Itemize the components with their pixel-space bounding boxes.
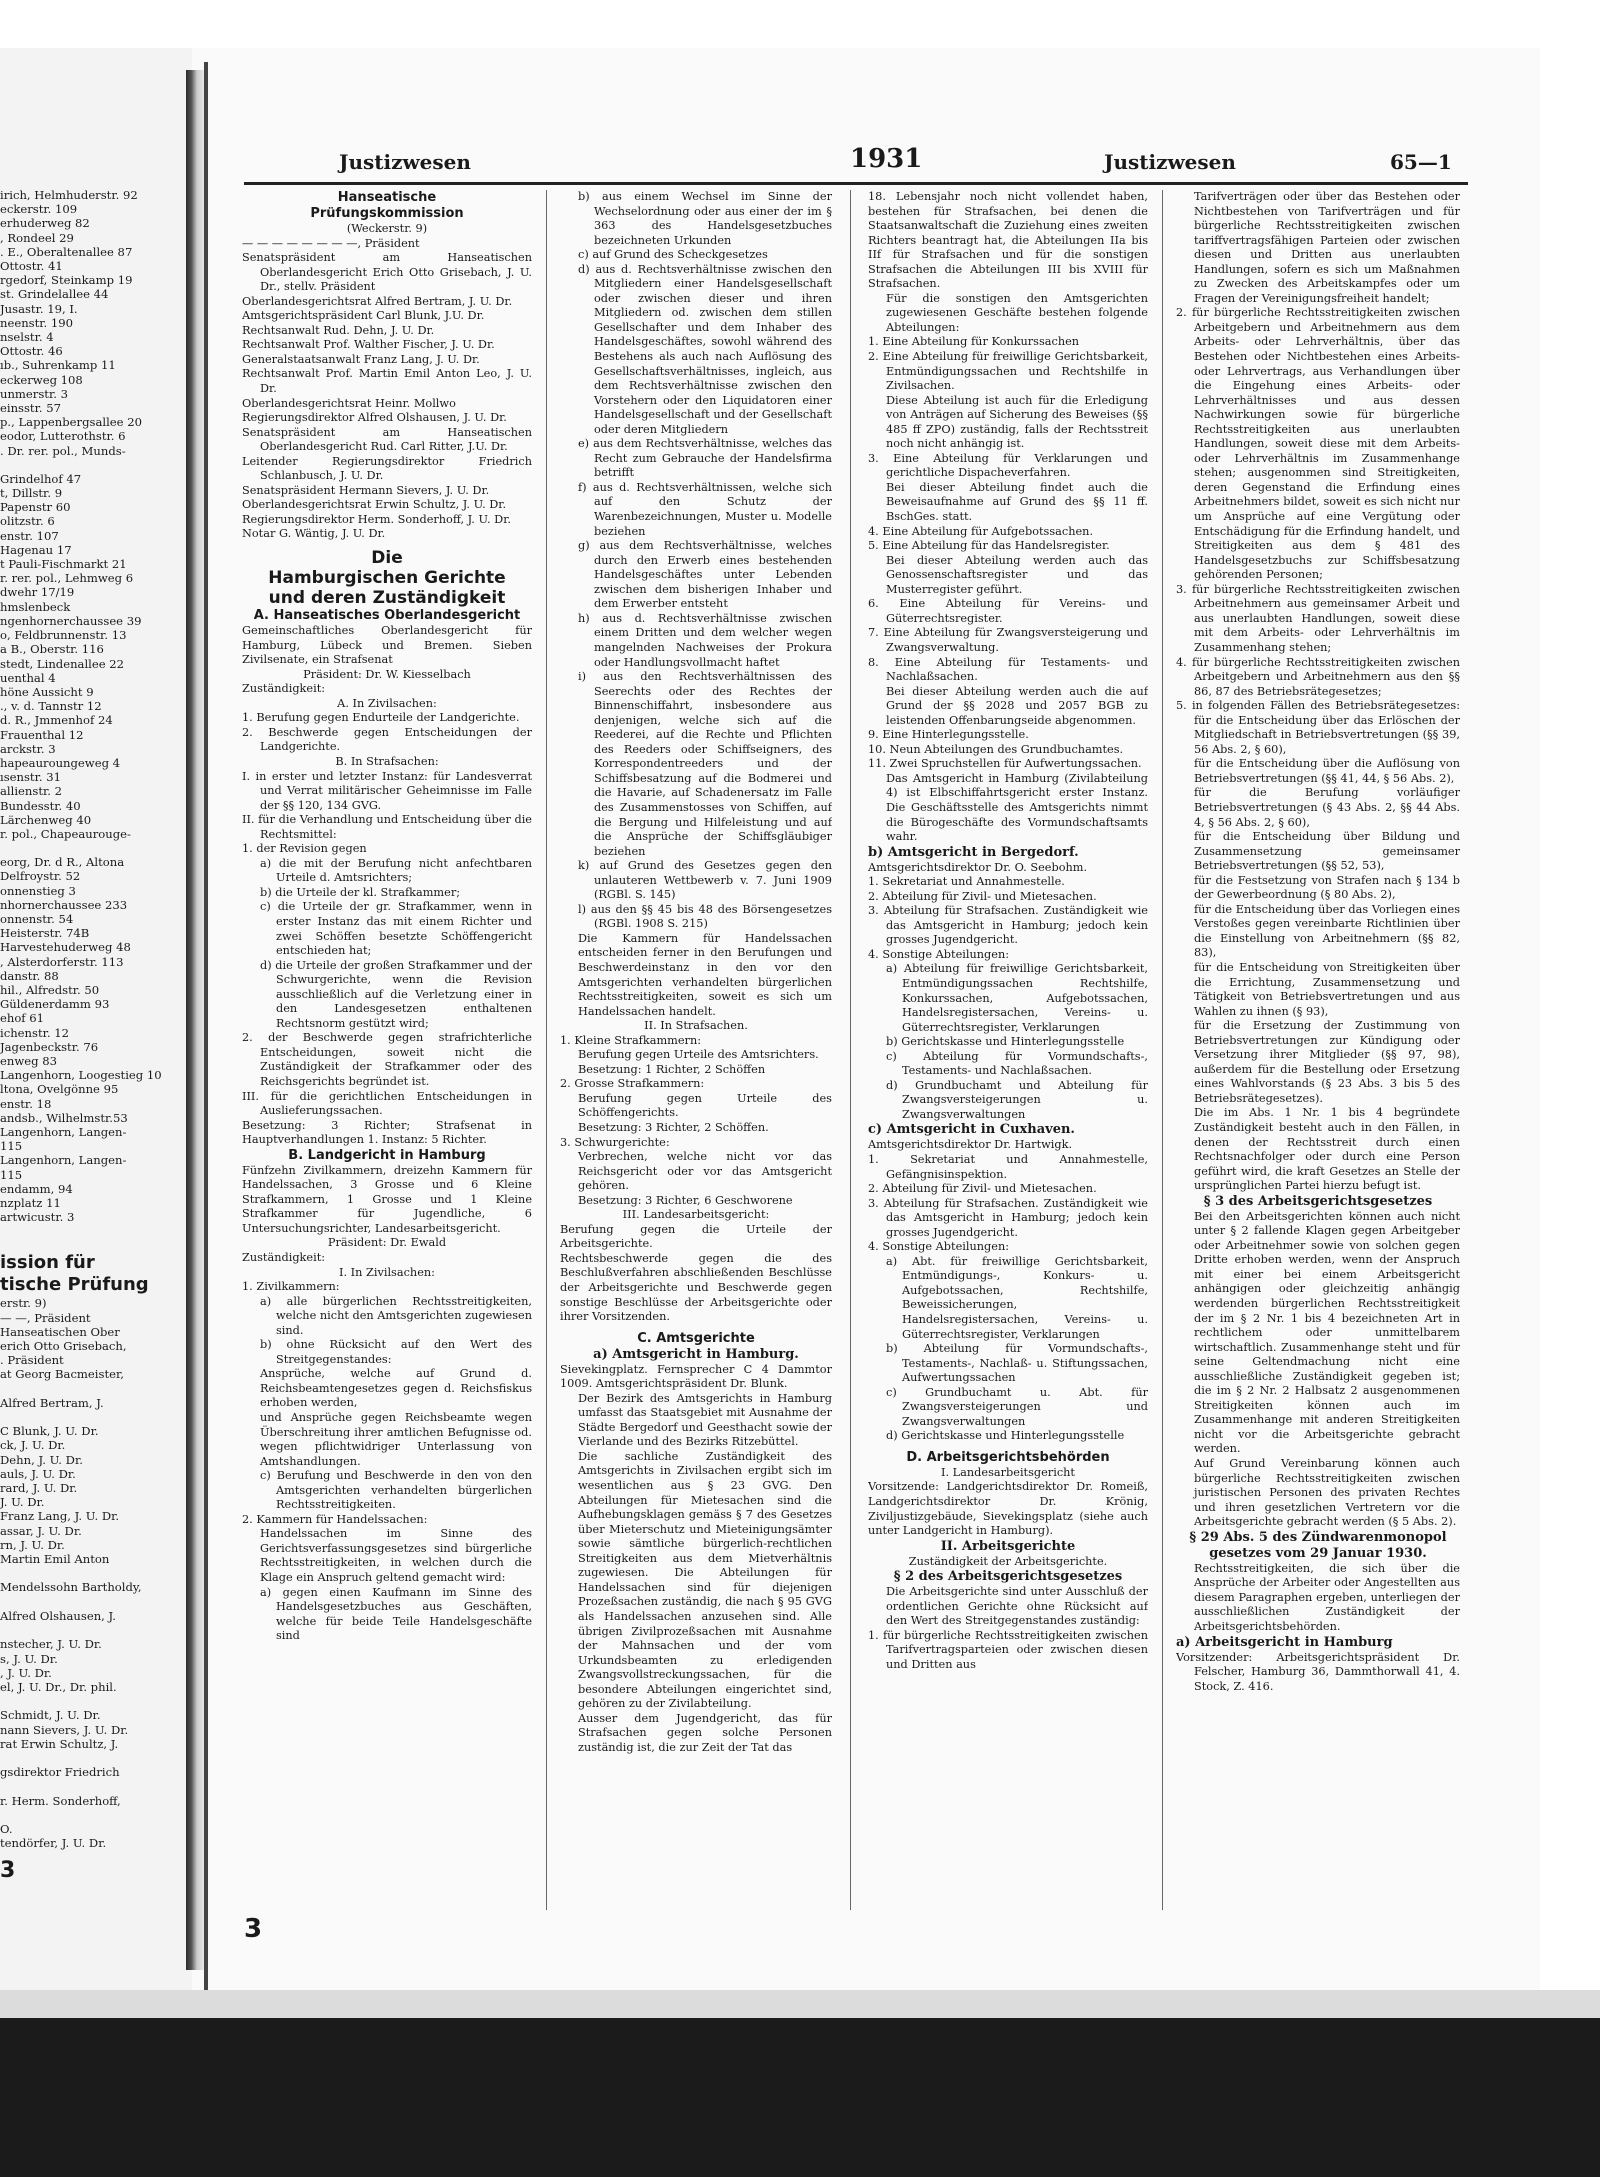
fragment-line: neenstr. 190: [0, 315, 74, 330]
list-item: 3. Eine Abteilung für Verklarungen und gerichtliche Dispacheverfahren.: [868, 451, 1148, 480]
fragment-line: [0, 1623, 186, 1637]
fragment-line: rn, J. U. Dr.: [0, 1537, 65, 1552]
fragment-line: [0, 1382, 186, 1396]
paragraph: Gemeinschaftliches Oberlandesgericht für Hamburg, Lübeck und Bremen. Sieben Zivilsenate, ein Strafsenat: [242, 624, 532, 667]
list-item: Notar G. Wäntig, J. U. Dr.: [242, 527, 386, 541]
fragment-line: Grindelhof 47: [0, 471, 82, 486]
fragment-line: o, Feldbrunnenstr. 13: [0, 628, 127, 643]
paragraph: III. Landesarbeitsgericht:: [622, 1208, 770, 1222]
document-page: [204, 62, 1540, 1990]
list-item: 2. für bürgerliche Rechtsstreitigkeiten zwischen Arbeitgebern und Arbeitnehmern aus dem Arbeits- oder Lehrverhältnis, über das Bestehen oder Nichtbestehen eines Arbeits- oder Lehrvertrags, aus Verhandlungen über die Eingehung eines Arbeits- oder Lehrverhältnisses und aus dessen Nachwirkungen sowie für bürgerliche Rechtsstreitigkeiten aus unerlaubten Handlungen, soweit diese mit dem Arbeits- oder Lehrverhältnis im Zusammenhange stehen; ausgenommen sind Streitigkeiten, deren Gegenstand die Erfindung eines Arbeitnehmers bildet, soweit es sich nicht nur um Ansprüche auf eine Vergütung oder Entschädigung für die Erfindung handelt, und Streitigkeiten aus dem § 481 des Handelsgesetzbuchs zur Schiffsbesatzung gehörenden Personen;: [1176, 306, 1460, 582]
paragraph: Der Bezirk des Amtsgerichts in Hamburg umfasst das Staatsgebiet mit Ausnahme der Städte Bergedorf und Geesthacht sowie der Vierlande und des Bezirks Ritzebüttel.: [578, 1391, 832, 1449]
list-item: 4. für bürgerliche Rechtsstreitigkeiten zwischen Arbeitgebern und Arbeitnehmern aus den §§ 86, 87 des Betriebsrätegesetzes;: [1176, 655, 1460, 698]
list-item: 5. in folgenden Fällen des Betriebsrätegesetzes: für die Entscheidung über das Erlöschen der Mitgliedschaft in Betriebsvertretungen (§§ 39, 56 Abs. 2, § 60),: [1176, 699, 1460, 756]
paragraph: Zuständigkeit der Arbeitsgerichte.: [908, 1554, 1108, 1568]
list: [560, 1034, 832, 1209]
fragment-line: d. R., Jmmenhof 24: [0, 713, 113, 728]
header-rule: [244, 182, 1468, 185]
section-heading: Die: [371, 548, 403, 569]
fragment-line: erhuderweg 82: [0, 216, 90, 231]
fragment-line: r. pol., Chapeaurouge-: [0, 826, 131, 841]
list-item: k) auf Grund des Gesetzes gegen den unlauteren Wettbewerb v. 7. Juni 1909 (RGBl. S. 145): [578, 859, 832, 902]
fragment-line: höne Aussicht 9: [0, 684, 94, 699]
list: [242, 711, 532, 755]
paragraph: Amtsgerichtsdirektor Dr. Hartwigk.: [868, 1138, 1073, 1152]
paragraph: Präsident: Dr. Ewald: [327, 1236, 447, 1250]
fragment-line: olitzstr. 6: [0, 514, 55, 529]
fragment-line: [0, 1595, 186, 1609]
list-item: II. für die Verhandlung und Entscheidung über die Rechtsmittel:: [242, 813, 532, 841]
list-item: a) Abt. für freiwillige Gerichtsbarkeit, Entmündigungs-, Konkurs- u. Aufgebotssachen, Rechtshilfe, Beweissicherungen, Handelsregistersachen, Vereins- u. Güterrechtsregister, Verklarungen: [886, 1254, 1148, 1341]
fragment-line: Langenhorn, Langen-: [0, 1153, 127, 1168]
list-item: a) alle bürgerlichen Rechtsstreitigkeiten, welche nicht den Amtsgerichten zugewiesen sind.: [260, 1294, 532, 1337]
fragment-line: Jusastr. 19, I.: [0, 301, 78, 316]
fragment-line: hil., Alfredstr. 50: [0, 982, 100, 997]
subsection-heading: B. Landgericht in Hamburg: [288, 1147, 486, 1163]
list-item: i) aus den Rechtsverhältnissen des Seerechts oder des Rechtes der Binnenschiffahrt, insbesondere aus denjenigen, welche sich auf die Reederei, auf die Rechte und Pflichten des Reeders oder Schiffseigners, des Korrespondentreeders und der Schiffsbesatzung auf die Bodmerei und die Havarie, auf Schadenersatz im Falle des Zusammenstosses von Schiffen, auf die Bergung und Hilfeleistung und auf die Ansprüche der Schiffsgläubiger beziehen: [578, 670, 832, 858]
subsection-heading: a) Arbeitsgericht in Hamburg: [1176, 1634, 1393, 1650]
fragment-line: danstr. 88: [0, 968, 59, 983]
subsection-heading: C. Amtsgerichte: [637, 1330, 755, 1346]
paragraph: Zuständigkeit:: [242, 682, 326, 696]
fragment-line: Bundesstr. 40: [0, 798, 81, 813]
fragment-line: Lärchenweg 40: [0, 812, 92, 827]
column-3: [868, 190, 1148, 1950]
list-item: d) Gerichtskasse und Hinterlegungsstelle: [886, 1429, 1125, 1443]
list-item: b) ohne Rücksicht auf den Wert des Streitgegenstandes:: [260, 1338, 532, 1366]
fragment-line: enweg 83: [0, 1053, 57, 1068]
fragment-line: hapeauroungeweg 4: [0, 755, 121, 770]
member-list: [242, 237, 532, 542]
fragment-line: s, J. U. Dr.: [0, 1651, 58, 1666]
paragraph: Zuständigkeit:: [242, 1251, 326, 1264]
fragment-line: st. Grindelallee 44: [0, 287, 109, 302]
fragment-line: einsstr. 57: [0, 401, 61, 416]
paragraph: Die Kammern für Handelssachen entscheiden ferner in den Berufungen und Beschwerdeinstanz in den vor den Amtsgerichten verhandelten bürgerlichen Rechtsstreitigkeiten, soweit es sich um Handelssachen handelt.: [578, 931, 832, 1018]
list-item: e) aus dem Rechtsverhältnisse, welches das Recht zum Gebrauche der Handelsfirma betrifft: [578, 437, 832, 480]
paragraph: Vorsitzender: Arbeitsgerichtspräsident Dr. Felscher, Hamburg 36, Dammthorwall 41, 4. Stock, Z. 416.: [1176, 1650, 1460, 1693]
list-item: Bei dieser Abteilung findet auch die Beweisaufnahme auf Grund des §§ 11 ff. BschGes. statt.: [886, 480, 1148, 524]
list-item: g) aus dem Rechtsverhältnisse, welches durch den Erwerb eines bestehenden Handelsgeschäftes unter Lebenden zwischen dem bisherigen Inhaber und dem Erwerber entsteht: [578, 539, 832, 611]
list-item: 1. Zivilkammern:: [242, 1280, 340, 1294]
list-item: Leitender Regierungsdirektor Friedrich Schlanbusch, J. U. Dr.: [242, 454, 532, 483]
fragment-line: 115: [0, 1167, 23, 1182]
list-item: c) die Urteile der gr. Strafkammer, wenn in erster Instanz das mit einem Richter und zwei Schöffen besetzte Schöffengericht entschieden hat;: [260, 900, 532, 958]
subsection-heading: § 3 des Arbeitsgerichtsgesetzes: [1203, 1193, 1433, 1209]
fragment-line: erstr. 9): [0, 1296, 47, 1311]
fragment-line: a B., Oberstr. 116: [0, 642, 104, 657]
fragment-line: t Pauli-Fischmarkt 21: [0, 557, 127, 572]
list-item: für die Entscheidung über das Vorliegen eines Verstoßes gegen vereinbarte Richtlinien über die Einstellung von Arbeitnehmern (§§ 82, 83),: [1194, 902, 1460, 960]
fragment-line: eodor, Lutterothstr. 6: [0, 429, 126, 444]
fragment-line: C Blunk, J. U. Dr.: [0, 1424, 99, 1439]
fragment-line: Güldenerdamm 93: [0, 997, 110, 1012]
fragment-line: Schmidt, J. U. Dr.: [0, 1708, 101, 1723]
list-item: Berufung gegen Urteile des Amtsrichters.: [578, 1048, 819, 1062]
fragment-line: nstecher, J. U. Dr.: [0, 1637, 102, 1652]
fragment-line: Frauenthal 12: [0, 727, 84, 742]
list-item: d) die Urteile der großen Strafkammer und der Schwurgerichte, wenn die Revision ausschließlich auf die Verletzung einer in den Landesgesetzen enthaltenen Rechtsnorm gestützt wird;: [260, 958, 532, 1030]
fragment-line: ngenhornerchaussee 39: [0, 613, 142, 628]
fragment-line: Dehn, J. U. Dr.: [0, 1452, 83, 1467]
fragment-line: el, J. U. Dr., Dr. phil.: [0, 1679, 117, 1694]
fragment-line: J. U. Dr.: [0, 1495, 45, 1510]
paragraph: Die sachliche Zuständigkeit des Amtsgerichts in Zivilsachen ergibt sich im wesentlichen aus § 23 GVG. Den Abteilungen für Mietesachen sind die Aufhebungsklagen gemäss § 7 des Gesetzes über Mieterschutz und Mieteinigungsämter sowie sämtliche bürgerlich-rechtlichen Streitigkeiten aus dem Mietverhältnis zugewiesen. Die Abteilungen für Handelssachen sind für diejenigen Prozeßsachen zuständig, die nach § 95 GVG als Handelssachen anzusehen sind. Alle übrigen Zivilprozeßsachen mit Ausnahme der Mahnsachen und der vom Urkundsbeamten zu erledigenden Zwangsvollstreckungssachen, für die besondere Abteilungen eingerichtet sind, gehören zu der Zivilabteilung.: [578, 1449, 832, 1711]
scan-bottom-strip: [0, 1990, 1600, 2018]
list-item: c) Grundbuchamt u. Abt. für Zwangsversteigerungen und Zwangsverwaltungen: [886, 1385, 1148, 1428]
fragment-line: allienstr. 2: [0, 784, 62, 799]
fragment-line: irich, Helmhuderstr. 92: [0, 188, 138, 202]
fragment-line: Papenstr 60: [0, 500, 71, 515]
paragraph: 1. für bürgerliche Rechtsstreitigkeiten zwischen Tarifvertragsparteien oder zwischen diesen und Dritten aus: [868, 1628, 1148, 1671]
paragraph: I. Landesarbeitsgericht: [941, 1465, 1075, 1479]
subsection-heading: c) Amtsgericht in Cuxhaven.: [868, 1122, 1075, 1138]
list-item: 2. Abteilung für Zivil- und Mietesachen.: [868, 889, 1097, 903]
list-item: a) gegen einen Kaufmann im Sinne des Handelsgesetzbuches aus Geschäften, welche für beide Teile Handelsgeschäfte sind: [260, 1585, 532, 1643]
fragment-line: ıb., Suhrenkamp 11: [0, 358, 116, 373]
list: [868, 875, 1148, 1122]
fragment-line: enstr. 18: [0, 1096, 52, 1111]
fragment-line: eckerweg 108: [0, 372, 83, 387]
column-rule: [1162, 190, 1163, 1910]
list-item: — — — — — — — —, Präsident: [242, 236, 420, 250]
header-right-title: Justizwesen: [1104, 150, 1236, 174]
section-heading: Hamburgischen Gerichte: [268, 568, 506, 589]
list-item: 9. Eine Hinterlegungsstelle.: [868, 728, 1029, 742]
column-rule: [546, 190, 547, 1910]
scan-right-margin: [1540, 48, 1600, 1990]
scan-bottom-border: [0, 2018, 1600, 2177]
list-item: b) Abteilung für Vormundschafts-, Testaments-, Nachlaß- u. Stiftungssachen, Aufwertungssachen: [886, 1342, 1148, 1385]
address: (Weckerstr. 9): [346, 222, 428, 235]
list-item: Regierungsdirektor Alfred Olshausen, J. U. Dr.: [242, 411, 507, 425]
paragraph: Besetzung: 3 Richter; Strafsenat in Hauptverhandlungen 1. Instanz: 5 Richter.: [242, 1118, 532, 1147]
list-item: 3. Schwurgerichte:: [560, 1135, 670, 1149]
fragment-line: Langenhorn, Langen-: [0, 1125, 127, 1139]
list-item: b) Gerichtskasse und Hinterlegungsstelle: [886, 1035, 1125, 1049]
list-item: Rechtsanwalt Rud. Dehn, J. U. Dr.: [242, 323, 435, 337]
fragment-line: ehof 61: [0, 1011, 45, 1026]
fragment-heading: ission für: [0, 1252, 95, 1274]
list-item: Besetzung: 3 Richter, 6 Geschworene: [578, 1193, 793, 1207]
list-item: Senatspräsident am Hanseatischen Oberlandesgericht Erich Otto Grisebach, J. U. Dr., stellv. Präsident: [242, 251, 532, 294]
fragment-line: ltona, Ovelgönne 95: [0, 1082, 119, 1097]
fragment-line: unmerstr. 3: [0, 386, 68, 401]
list-item: Rechtsanwalt Prof. Martin Emil Anton Leo, J. U. Dr.: [242, 367, 532, 396]
paragraph: I. In Zivilsachen:: [339, 1265, 435, 1279]
list-item: für die Entscheidung über die Auflösung von Betriebsvertretungen (§§ 41, 44, § 56 Abs. 2),: [1194, 757, 1460, 785]
list-item: Generalstaatsanwalt Franz Lang, J. U. Dr.: [242, 352, 480, 366]
list-item: für die Entscheidung über Bildung und Zusammensetzung gemeinsamer Betriebsvertretungen (§§ 52, 53),: [1194, 830, 1460, 873]
column-4: [1176, 190, 1460, 1950]
fragment-line: Mendelssohn Bartholdy,: [0, 1580, 142, 1595]
fragment-line: [0, 1779, 186, 1793]
fragment-line: Langenhorn, Loogestieg 10: [0, 1068, 162, 1083]
book-gutter: [186, 70, 204, 1970]
paragraph: II. In Strafsachen.: [644, 1019, 748, 1033]
list-item: 2. Abteilung für Zivil- und Mietesachen.: [868, 1182, 1097, 1196]
list-item: d) aus d. Rechtsverhältnisse zwischen den Mitgliedern einer Handelsgesellschaft oder zwischen dieser und ihren Mitgliedern od. zwischen dem stillen Gesellschafter und dem Inhaber des Handelsgeschäftes, sowohl während des Bestehens als auch nach Auflösung des Gesellschaftsverhältnisses, ingleich, aus dem Rechtsverhältnisse zwischen den Vorstehern oder den Liquidatoren einer Handelsgesellschaft und der Gesellschaft oder deren Mitgliedern: [578, 262, 832, 436]
fragment-line: dwehr 17/19: [0, 585, 75, 600]
fragment-line: Harvestehuderweg 48: [0, 940, 131, 955]
list-item: c) Berufung und Beschwerde in den von den Amtsgerichten verhandelten bürgerlichen Rechtsstreitigkeiten.: [260, 1469, 532, 1512]
list-item: 4. Sonstige Abteilungen:: [868, 947, 1010, 961]
list-item: für die Ersetzung der Zustimmung von Betriebsvertretungen zur Kündigung oder Versetzung ihrer Mitglieder (§§ 97, 98), außerdem für die Bestellung oder Ersetzung eines Wahlvorstands (§ 23 Abs. 3 bis 5 des Betriebsrätegesetzes).: [1194, 1019, 1460, 1105]
fragment-line: , Alsterdorferstr. 113: [0, 954, 124, 969]
fragment-line: eorg, Dr. d R., Altona: [0, 855, 125, 870]
fragment-line: at Georg Bacmeister,: [0, 1367, 124, 1382]
list: [560, 190, 832, 932]
paragraph: Die im Abs. 1 Nr. 1 bis 4 begründete Zuständigkeit besteht auch in den Fällen, in denen der Rechtsstreit durch einen Rechtsnachfolger oder durch eine Person geführt wird, die kraft Gesetzes an Stelle der ursprünglichen Partei hierzu befugt ist.: [1194, 1106, 1460, 1193]
fragment-line: . E., Oberaltenallee 87: [0, 244, 133, 259]
fragment-line: rgedorf, Steinkamp 19: [0, 273, 133, 288]
list-item: III. für die gerichtlichen Entscheidungen in Auslieferungssachen.: [242, 1089, 532, 1118]
header-page-number: 65—1: [1390, 150, 1452, 174]
fragment-line: Hagenau 17: [0, 542, 72, 557]
previous-page-column: [0, 188, 186, 1884]
list: [868, 335, 1148, 844]
list-item: 3. Abteilung für Strafsachen. Zuständigkeit wie das Amtsgericht in Hamburg; jedoch kein grosses Jugendgericht.: [868, 1196, 1148, 1239]
header-year: 1931: [850, 144, 923, 174]
fragment-line: arckstr. 3: [0, 741, 56, 756]
fragment-line: Franz Lang, J. U. Dr.: [0, 1509, 120, 1524]
list-item: 10. Neun Abteilungen des Grundbuchamtes.: [868, 742, 1124, 756]
list: [242, 1280, 532, 1644]
paragraph: Auf Grund Vereinbarung können auch bürgerliche Rechtsstreitigkeiten zwischen juristischen Personen des privaten Rechtes und ihren gesetzlichen Vertretern vor die Arbeitsgerichte gebracht werden (§ 5 Abs. 2).: [1194, 1457, 1460, 1529]
paragraph: Bei den Arbeitsgerichten können auch nicht unter § 2 fallende Klagen gegen Arbeitgeber oder Arbeitnehmer sowie von solchen gegen Dritte erhoben werden, wenn der Anspruch mit einer bei einem Arbeitsgericht anhängigen oder gleichzeitig anhängig werdenden bürgerlichen Rechtsstreitigkeit der im § 2 Nr. 1 bis 4 bezeichneten Art in rechtlichem oder unmittelbarem wirtschaftlich. Zusammenhange steht und für seine Geltendmachung nicht eine ausschließliche Zuständigkeit gegeben ist; die im § 2 Nr. 2 Halbsatz 2 ausgenommenen Streitigkeiten können auch im Zusammenhange mit anderen Streitigkeiten nicht vor die Arbeitsgerichte gebracht werden.: [1194, 1209, 1460, 1456]
list-item: Oberlandesgerichtsrat Erwin Schultz, J. U. Dr.: [242, 498, 507, 512]
list: [1176, 306, 1460, 1106]
scan-top-margin: [0, 0, 1600, 48]
fragment-line: , J. U. Dr.: [0, 1665, 52, 1680]
list-item: l) aus den §§ 45 bis 48 des Börsengesetzes (RGBl. 1908 S. 215): [578, 902, 832, 931]
fragment-line: erich Otto Grisebach,: [0, 1339, 127, 1354]
list-item: 5. Eine Abteilung für das Handelsregister.: [868, 539, 1110, 553]
fragment-line: [0, 1694, 186, 1708]
fragment-line: Hanseatischen Ober: [0, 1324, 120, 1339]
paragraph: 18. Lebensjahr noch nicht vollendet haben, bestehen für Strafsachen, bei denen die Staatsanwaltschaft die Zuziehung eines zweiten Richters beantragt hat, die Abteilungen IIa bis IIf für Strafsachen und für die sonstigen Strafsachen die Abteilungen III bis XVIII für Strafsachen.: [868, 190, 1148, 291]
list-item: b) die Urteile der kl. Strafkammer;: [260, 885, 461, 899]
fragment-line: ichenstr. 12: [0, 1025, 69, 1040]
list-item: 2. Kammern für Handelssachen:: [242, 1512, 428, 1526]
fragment-line: [0, 1808, 186, 1822]
list-item: Besetzung: 1 Richter, 2 Schöffen: [578, 1062, 766, 1076]
fragment-line: Ottostr. 41: [0, 259, 63, 274]
list: [242, 770, 532, 1119]
fragment-line: artwicustr. 3: [0, 1210, 75, 1225]
fragment-line: enstr. 107: [0, 528, 59, 543]
list-item: c) Abteilung für Vormundschafts-, Testaments- und Nachlaßsachen.: [886, 1049, 1148, 1078]
previous-page-fragment: [0, 48, 192, 1990]
list-item: Handelssachen im Sinne des Gerichtsverfassungsgesetzes sind bürgerliche Rechtsstreitigkeiten, in welchen durch die Klage ein Anspruch geltend gemacht wird:: [260, 1527, 532, 1585]
subsection-heading: II. Arbeitsgerichte: [940, 1538, 1076, 1554]
fragment-line: stedt, Lindenallee 22: [0, 656, 125, 671]
list-item: 1. Sekretariat und Annahmestelle, Gefängnisinspektion.: [868, 1153, 1148, 1181]
header-left-title: Justizwesen: [339, 150, 471, 174]
paragraph: Tarifverträgen oder über das Bestehen oder Nichtbestehen von Tarifverträgen und für bürgerliche Rechtsstreitigkeiten zwischen tariffvertragsfähigen Parteien oder zwischen diesen und Dritten aus unerlaubten Handlungen, sofern es sich um Maßnahmen zu Zwecken des Arbeitskampfes oder um Fragen der Vereinigungsfreiheit handelt;: [1194, 190, 1460, 305]
fragment-line: nselstr. 4: [0, 330, 54, 345]
list-item: Amtsgerichtspräsident Carl Blunk, J.U. Dr.: [242, 309, 485, 323]
column-rule: [850, 190, 851, 1910]
fragment-line: r. rer. pol., Lehmweg 6: [0, 571, 134, 586]
list-item: h) aus d. Rechtsverhältnisse zwischen einem Dritten und dem welcher wegen mangelnden Nachweises der Prokura oder Handlungsvollmacht haftet: [578, 611, 832, 669]
paragraph: Berufung gegen die Urteile der Arbeitsgerichte.: [560, 1222, 832, 1251]
fragment-line: [0, 1751, 186, 1765]
list-item: 7. Eine Abteilung für Zwangsversteigerung und Zwangsverwaltung.: [868, 626, 1148, 654]
fragment-line: ck, J. U. Dr.: [0, 1438, 66, 1453]
list-item: und Ansprüche gegen Reichsbeamte wegen Überschreitung ihrer amtlichen Befugnisse od. wegen pflichtwidriger Unterlassung von Amtshandlungen.: [260, 1411, 532, 1468]
list-item: Diese Abteilung ist auch für die Erledigung von Anträgen auf Sicherung des Beweises (§§ 485 ff ZPO) zuständig, falls der Rechtsstreit noch nicht anhängig ist.: [886, 393, 1148, 451]
fragment-line: eckerstr. 109: [0, 202, 78, 217]
list-item: Bei dieser Abteilung werden auch die auf Grund der §§ 2028 und 2057 BGB zu leistenden Offenbarungseide abgenommen.: [886, 684, 1148, 727]
fragment-line: Martin Emil Anton: [0, 1552, 110, 1567]
subsection-heading: A. Hanseatisches Oberlandesgericht: [253, 608, 521, 624]
fragment-line: onnenstieg 3: [0, 883, 76, 898]
fragment-line: nzplatz 11: [0, 1196, 61, 1211]
list-item: 1. der Revision gegen: [242, 842, 367, 856]
fragment-line: [0, 1566, 186, 1580]
fragment-line: ısenstr. 31: [0, 770, 61, 785]
fragment-line: — —, Präsident: [0, 1310, 91, 1325]
list-item: für die Entscheidung von Streitigkeiten über die Errichtung, Zusammensetzung und Tätigkeit von Betriebsvertretungen und aus Wahlen zu ihnen (§ 93),: [1194, 960, 1460, 1018]
subsection-heading: a) Amtsgericht in Hamburg.: [593, 1346, 799, 1362]
list-item: 8. Eine Abteilung für Testaments- und Nachlaßsachen.: [868, 655, 1148, 684]
list-item: I. in erster und letzter Instanz: für Landesverrat und Verrat militärischer Geheimnisse im Falle der §§ 120, 134 GVG.: [242, 769, 532, 812]
paragraph: Vorsitzende: Landgerichtsdirektor Dr. Romeiß, Landgerichtsdirektor Dr. Krönig, Ziviljustizgebäude, Sievekingsplatz (siehe auch unter Landgericht in Hamburg).: [868, 1480, 1148, 1538]
fragment-line: gsdirektor Friedrich: [0, 1765, 120, 1780]
list-item: 4. Eine Abteilung für Aufgebotssachen.: [868, 524, 1094, 538]
section-title: Hanseatische: [337, 190, 437, 205]
paragraph: Für die sonstigen den Amtsgerichten zugewiesenen Geschäfte bestehen folgende Abteilungen:: [886, 291, 1148, 334]
section-title: Prüfungskommission: [310, 206, 464, 221]
paragraph: Rechtsbeschwerde gegen die des Beschlußverfahren abschließenden Beschlüsse der Arbeitsgerichte und Beschwerde gegen sonstige Beschlüsse der Arbeitsgerichte oder ihrer Vorsitzenden.: [560, 1251, 832, 1324]
fragment-line: uenthal 4: [0, 670, 56, 685]
fragment-line: Jagenbeckstr. 76: [0, 1039, 99, 1054]
fragment-line: ., v. d. Tannstr 12: [0, 699, 102, 714]
fragment-line: r. Herm. Sonderhoff,: [0, 1793, 121, 1808]
subsection-heading: b) Amtsgericht in Bergedorf.: [868, 844, 1079, 860]
fragment-line: onnenstr. 54: [0, 911, 74, 926]
list-item: 1. Berufung gegen Endurteile der Landgerichte.: [242, 711, 520, 725]
fragment-line: rat Erwin Schultz, J.: [0, 1736, 119, 1751]
fragment-line: hmslenbeck: [0, 599, 71, 614]
column-2: [560, 190, 832, 1950]
fragment-line: Heisterstr. 74B: [0, 926, 90, 941]
list-item: 4. Sonstige Abteilungen:: [868, 1240, 1010, 1254]
subsection-heading: § 29 Abs. 5 des Zündwarenmonopol gesetzes vom 29 Januar 1930.: [1189, 1529, 1447, 1561]
fragment-line: auls, J. U. Dr.: [0, 1466, 76, 1481]
fragment-line: 115: [0, 1139, 23, 1154]
paragraph: Ausser dem Jugendgericht, das für Strafsachen gegen solche Personen zuständig ist, die zur Zeit der Tat das: [578, 1711, 832, 1754]
list-item: Verbrechen, welche nicht vor das Reichsgericht oder vor das Amtsgericht gehören.: [578, 1150, 832, 1193]
fragment-line: Alfred Olshausen, J.: [0, 1608, 116, 1623]
list-item: 3. Abteilung für Strafsachen. Zuständigkeit wie das Amtsgericht in Hamburg; jedoch kein grosses Jugendgericht.: [868, 904, 1148, 947]
subsection-heading: D. Arbeitsgerichtsbehörden: [906, 1449, 1110, 1465]
list-item: c) auf Grund des Scheckgesetzes: [578, 248, 768, 262]
list-item: b) aus einem Wechsel im Sinne der Wechselordnung oder aus einer der im § 363 des Handelsgesetzbuches bezeichneten Urkunden: [578, 190, 832, 247]
list-item: 11. Zwei Spruchstellen für Aufwertungssachen.: [868, 757, 1142, 771]
fragment-line: p., Lappenbergsallee 20: [0, 415, 142, 430]
fragment-line: rard, J. U. Dr.: [0, 1481, 78, 1496]
paragraph: A. In Zivilsachen:: [337, 696, 437, 710]
list-item: Das Amtsgericht in Hamburg (Zivilabteilung 4) ist Elbschiffahrtsgericht erster Instanz. Die Geschäftsstelle des Amtsgerichts nimmt die Bürogeschäfte des Vormundschaftsamts wahr.: [886, 771, 1148, 844]
list-item: 2. Grosse Strafkammern:: [560, 1077, 705, 1091]
list: [868, 1153, 1148, 1444]
list-item: 2. der Beschwerde gegen strafrichterliche Entscheidungen, soweit nicht die Zuständigkeit der Strafkammer oder des Reichsgerichts begründet ist.: [242, 1031, 532, 1088]
fragment-line: andsb., Wilhelmstr.53: [0, 1110, 128, 1125]
fragment-page-number: 3: [0, 1858, 16, 1884]
list-item: 2. Beschwerde gegen Entscheidungen der Landgerichte.: [242, 725, 532, 754]
fragment-line: . Dr. rer. pol., Munds-: [0, 443, 126, 458]
list-item: für die Berufung vorläufiger Betriebsvertretungen (§ 43 Abs. 2, §§ 44 Abs. 4, § 56 Abs. 2, § 60),: [1194, 786, 1460, 829]
paragraph: Rechtsstreitigkeiten, die sich über die Ansprüche der Arbeiter oder Angestellten aus diesem Paragraphen ergeben, unterliegen der ausschließlichen Zuständigkeit der Arbeitsgerichtsbehörden.: [1194, 1561, 1460, 1633]
list-item: Bei dieser Abteilung werden auch das Genossenschaftsregister und das Musterregister geführt.: [886, 553, 1148, 596]
list-item: 6. Eine Abteilung für Vereins- und Güterrechtsregister.: [868, 597, 1148, 625]
fragment-heading: tische Prüfung: [0, 1274, 149, 1296]
list-item: Senatspräsident Hermann Sievers, J. U. Dr.: [242, 483, 490, 497]
list-item: 1. Kleine Strafkammern:: [560, 1033, 702, 1047]
list-item: 1. Sekretariat und Annahmestelle.: [868, 875, 1065, 889]
list-item: a) Abteilung für freiwillige Gerichtsbarkeit, Entmündigungssachen Rechtshilfe, Konkurssachen, Aufgebotssachen, Handelsregistersachen, Vereins- u. Güterrechtsregister, Verklarungen: [886, 962, 1148, 1034]
paragraph: Sievekingplatz. Fernsprecher C 4 Dammtor 1009. Amtsgerichtspräsident Dr. Blunk.: [560, 1362, 832, 1391]
list-item: Berufung gegen Urteile des Schöffengerichts.: [578, 1091, 832, 1120]
list-item: Oberlandesgerichtsrat Heinr. Mollwo: [242, 396, 456, 410]
list-item: Senatspräsident am Hanseatischen Oberlandesgericht Rud. Carl Ritter, J.U. Dr.: [242, 425, 532, 454]
list-item: f) aus d. Rechtsverhältnissen, welche sich auf den Schutz der Warenbezeichnungen, Muster u. Modelle beziehen: [578, 480, 832, 538]
fragment-line: . Präsident: [0, 1353, 64, 1368]
fragment-line: Alfred Bertram, J.: [0, 1395, 104, 1410]
list-item: Regierungsdirektor Herm. Sonderhoff, J. U. Dr.: [242, 512, 511, 526]
fragment-line: tendörfer, J. U. Dr.: [0, 1836, 107, 1851]
list-item: Oberlandesgerichtsrat Alfred Bertram, J. U. Dr.: [242, 294, 513, 308]
paragraph: Die Arbeitsgerichte sind unter Ausschluß der ordentlichen Gerichte ohne Rücksicht auf den Wert des Streitgegenstandes zuständig:: [886, 1585, 1148, 1628]
paragraph: B. In Strafsachen:: [335, 754, 439, 768]
fragment-line: Delfroystr. 52: [0, 869, 81, 884]
fragment-line: Ottostr. 46: [0, 344, 63, 359]
list-item: Rechtsanwalt Prof. Walther Fischer, J. U. Dr.: [242, 338, 495, 352]
paragraph: Fünfzehn Zivilkammern, dreizehn Kammern für Handelssachen, 3 Grosse und 6 Kleine Strafkammern, 1 Grosse und 1 Kleine Strafkammer für Jugendliche, 6 Untersuchungsrichter, Landesarbeitsgericht.: [242, 1163, 532, 1235]
fragment-line: , Rondeel 29: [0, 230, 74, 245]
subsection-heading: § 2 des Arbeitsgerichtsgesetzes: [893, 1569, 1123, 1585]
list-item: für die Festsetzung von Strafen nach § 134 b der Gewerbeordnung (§ 80 Abs. 2),: [1194, 873, 1460, 902]
paragraph: Amtsgerichtsdirektor Dr. O. Seebohm.: [868, 860, 1088, 874]
list-item: a) die mit der Berufung nicht anfechtbaren Urteile d. Amtsrichters;: [260, 856, 532, 885]
paragraph: Präsident: Dr. W. Kiesselbach: [303, 667, 471, 681]
fragment-line: nhornerchaussee 233: [0, 897, 128, 912]
fragment-line: nann Sievers, J. U. Dr.: [0, 1722, 129, 1737]
fragment-line: endamm, 94: [0, 1181, 73, 1196]
fragment-line: t, Dillstr. 9: [0, 486, 63, 501]
page-header: [244, 140, 1468, 180]
list-item: Ansprüche, welche auf Grund d. Reichsbeamtengesetzes gegen d. Reichsfiskus erhoben werden,: [260, 1367, 532, 1410]
list-item: 2. Eine Abteilung für freiwillige Gerichtsbarkeit, Entmündigungssachen und Rechtshilfe in Zivilsachen.: [868, 350, 1148, 393]
column-1: [242, 190, 532, 1950]
page-number: 3: [244, 1914, 263, 1944]
fragment-line: assar, J. U. Dr.: [0, 1523, 82, 1538]
fragment-line: O.: [0, 1821, 13, 1836]
list-item: 3. für bürgerliche Rechtsstreitigkeiten zwischen Arbeitnehmern aus gemeinsamer Arbeit und aus unerlaubten Handlungen, soweit diese mit dem Arbeits- oder Lehrverhältnis im Zusammenhang stehen;: [1176, 582, 1460, 654]
fragment-line: [0, 1410, 186, 1424]
list-item: 1. Eine Abteilung für Konkurssachen: [868, 335, 1080, 349]
section-heading: und deren Zuständigkeit: [268, 588, 506, 609]
list-item: d) Grundbuchamt und Abteilung für Zwangsversteigerungen u. Zwangsverwaltungen: [886, 1078, 1148, 1121]
list-item: Besetzung: 3 Richter, 2 Schöffen.: [578, 1121, 769, 1134]
